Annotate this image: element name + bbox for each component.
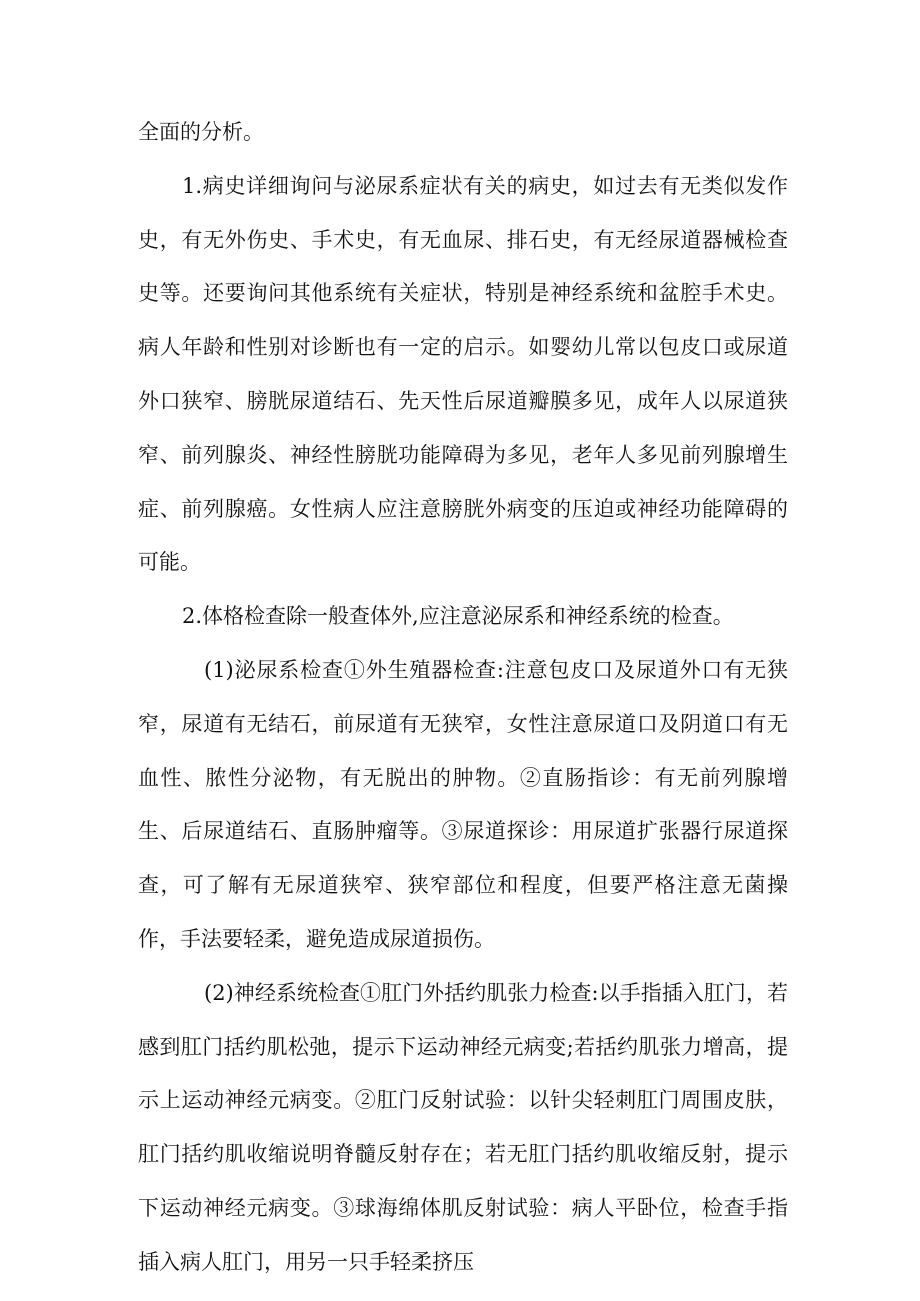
paragraph-physical-exam: 2.体格检查除一般查体外,应注意泌尿系和神经系统的检查。 [182,604,734,629]
paragraph-continuation: 全面的分析。 [138,120,264,144]
paragraph-medical-history: 1.病史详细询问与泌尿系症状有关的病史，如过去有无类似发作史，有无外伤史、手术史，有无血尿、排石史，有无经尿道器械检查史等。还要询问其他系统有关症状，特别是神经系统和盆腔手术史。病人年龄和性别对诊断也有一定的启示。如婴幼儿常以包皮口或尿道外口狭窄、膀胱尿道结石、先天性后尿道瓣膜多见，成年人以尿道狭窄、前列腺炎、神经性膀胱功能障碍为多见，老年人多见前列腺增生症、前列腺癌。女性病人应注意膀胱外病变的压迫或神经功能障碍的可能。 [138,173,788,575]
paragraph-urinary-exam: (1)泌尿系检查①外生殖器检查:注意包皮口及尿道外口有无狭窄，尿道有无结石，前尿道有无狭窄，女性注意尿道口及阴道口有无血性、脓性分泌物，有无脱出的肿物。②直肠指诊：有无前列腺增生、后尿道结石、直肠肿瘤等。③尿道探诊：用尿道扩张器行尿道探查，可了解有无尿道狭窄、狭窄部位和程度，但要严格注意无菌操作，手法要轻柔，避免造成尿道损伤。 [138,657,788,951]
document-body [138,106,788,1290]
paragraph-neuro-exam: (2)神经系统检查①肛门外括约肌张力检查:以手指插入肛门，若感到肛门括约肌松弛，提示下运动神经元病变;若括约肌张力增高，提示上运动神经元病变。②肛门反射试验：以针尖轻刺肛门周围皮肤，肛门括约肌收缩说明脊髓反射存在；若无肛门括约肌收缩反射，提示下运动神经元病变。③球海绵体肌反射试验：病人平卧位，检查手指插入病人肛门，用另一只手轻柔挤压 [138,980,788,1274]
